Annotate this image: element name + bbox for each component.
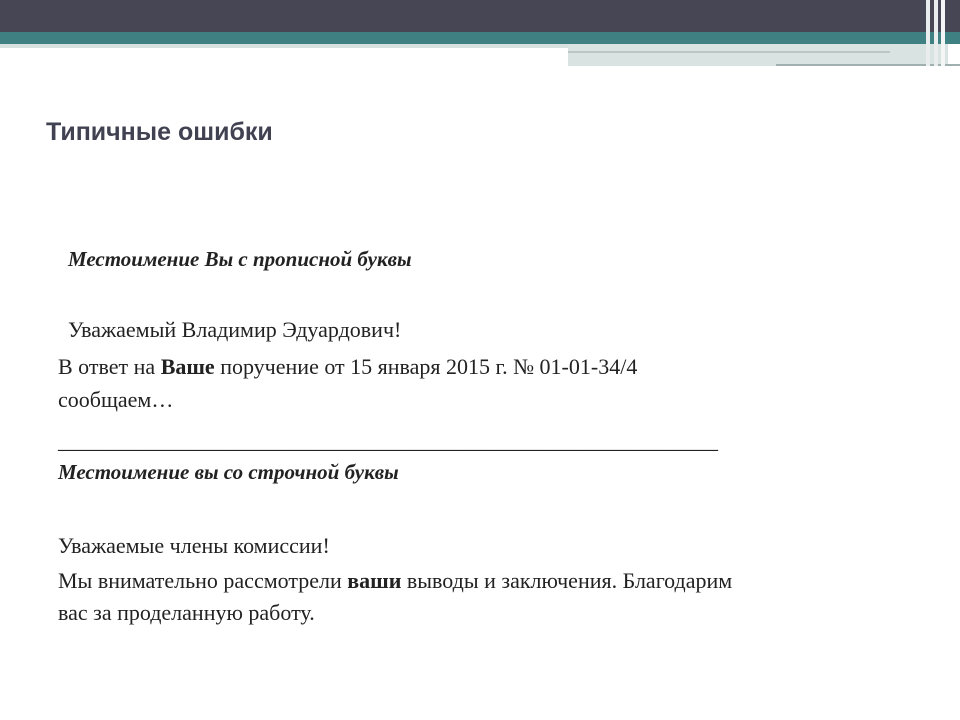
header-vertical-bar bbox=[926, 0, 930, 66]
header-right-line bbox=[568, 51, 890, 53]
header-vertical-bar bbox=[934, 0, 938, 66]
section1-paragraph-line2: сообщаем… bbox=[58, 387, 174, 412]
text-segment: поручение от 15 января 2015 г. № 01-01-34/4 bbox=[214, 354, 638, 379]
section2-heading: Местоимение вы со строчной буквы bbox=[58, 460, 399, 484]
header-dark-band bbox=[0, 0, 960, 32]
header-light-strip bbox=[0, 44, 568, 48]
separator-line: ____________________________________________________________ bbox=[58, 428, 718, 453]
section2-paragraph-line1 bbox=[58, 566, 732, 596]
section2-paragraph-line2: вас за проделанную работу. bbox=[58, 600, 315, 625]
header-teal-band bbox=[0, 32, 960, 44]
emphasized-pronoun: Ваше bbox=[160, 354, 215, 379]
section1-greeting: Уважаемый Владимир Эдуардович! bbox=[68, 317, 402, 342]
header-right-line bbox=[776, 64, 960, 66]
text-segment: В ответ на bbox=[58, 354, 161, 379]
text-segment: Мы внимательно рассмотрели bbox=[58, 568, 348, 593]
header-vertical-bar bbox=[941, 0, 945, 66]
section1-paragraph-line1 bbox=[58, 352, 637, 382]
text-segment: выводы и заключения. Благодарим bbox=[401, 568, 733, 593]
slide-title: Типичные ошибки bbox=[46, 118, 273, 146]
emphasized-pronoun: ваши bbox=[347, 568, 402, 593]
section1-heading: Местоимение Вы с прописной буквы bbox=[68, 247, 412, 271]
header-right-panel bbox=[568, 44, 948, 66]
section2-greeting: Уважаемые члены комиссии! bbox=[58, 533, 330, 558]
